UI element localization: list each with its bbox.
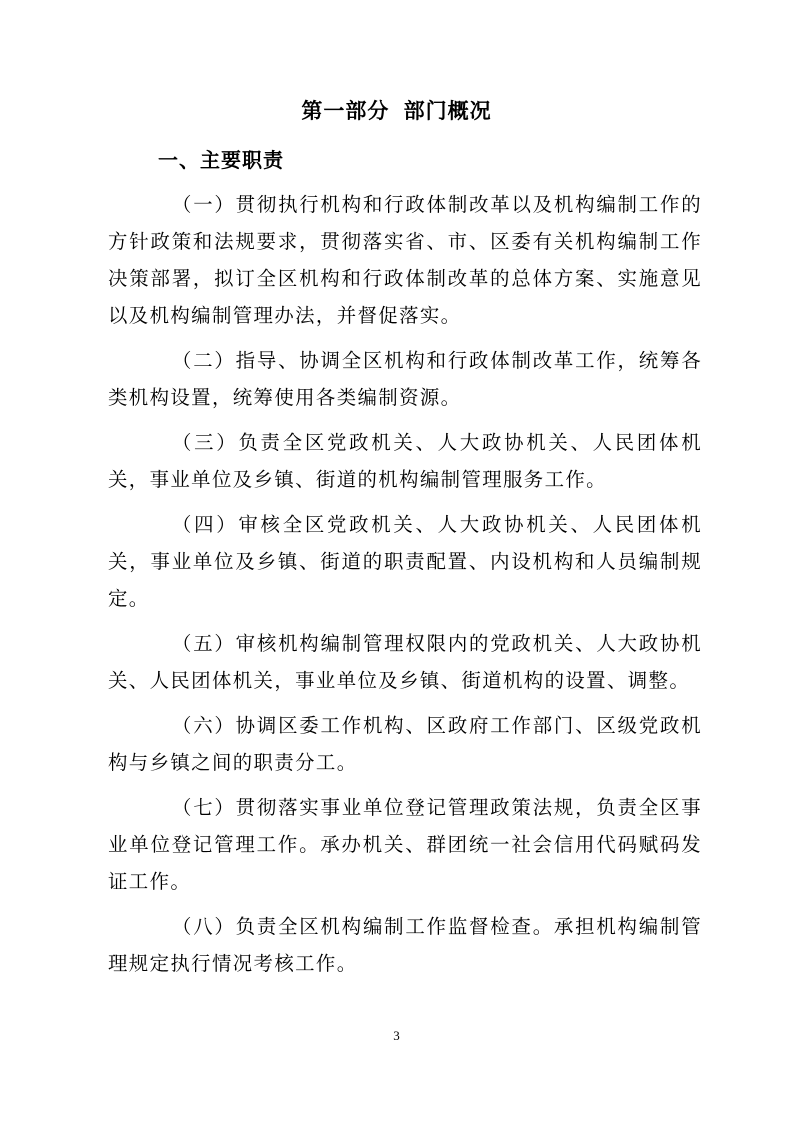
paragraph-duty-1: （一）贯彻执行机构和行政体制改革以及机构编制工作的方针政策和法规要求，贯彻落实省、市、区委有关机构编制工作决策部署，拟订全区机构和行政体制改革的总体方案、实施意见以及机构编制管理办法，并督促落实。 — [108, 193, 702, 327]
paragraph-duty-7: （七）贯彻落实事业单位登记管理政策法规，负责全区事业单位登记管理工作。承办机关、群团统一社会信用代码赋码发证工作。 — [108, 796, 702, 893]
paragraph-duty-2: （二）指导、协调全区机构和行政体制改革工作，统筹各类机构设置，统筹使用各类编制资源。 — [108, 349, 702, 409]
section-heading: 一、主要职责 — [158, 148, 284, 172]
page-title: 第一部分 部门概况 — [301, 99, 492, 123]
page-number: 3 — [393, 1028, 400, 1043]
paragraph-duty-6: （六）协调区委工作机构、区政府工作部门、区级党政机构与乡镇之间的职责分工。 — [108, 714, 702, 774]
paragraph-duty-4: （四）审核全区党政机关、人大政协机关、人民团体机关，事业单位及乡镇、街道的职责配置、内设机构和人员编制规定。 — [108, 513, 702, 610]
paragraph-duty-5: （五）审核机构编制管理权限内的党政机关、人大政协机关、人民团体机关，事业单位及乡镇、街道机构的设置、调整。 — [108, 632, 702, 692]
paragraph-duty-8: （八）负责全区机构编制工作监督检查。承担机构编制管理规定执行情况考核工作。 — [108, 915, 702, 975]
body-text — [108, 186, 702, 990]
paragraph-duty-3: （三）负责全区党政机关、人大政协机关、人民团体机关，事业单位及乡镇、街道的机构编制管理服务工作。 — [108, 431, 702, 491]
